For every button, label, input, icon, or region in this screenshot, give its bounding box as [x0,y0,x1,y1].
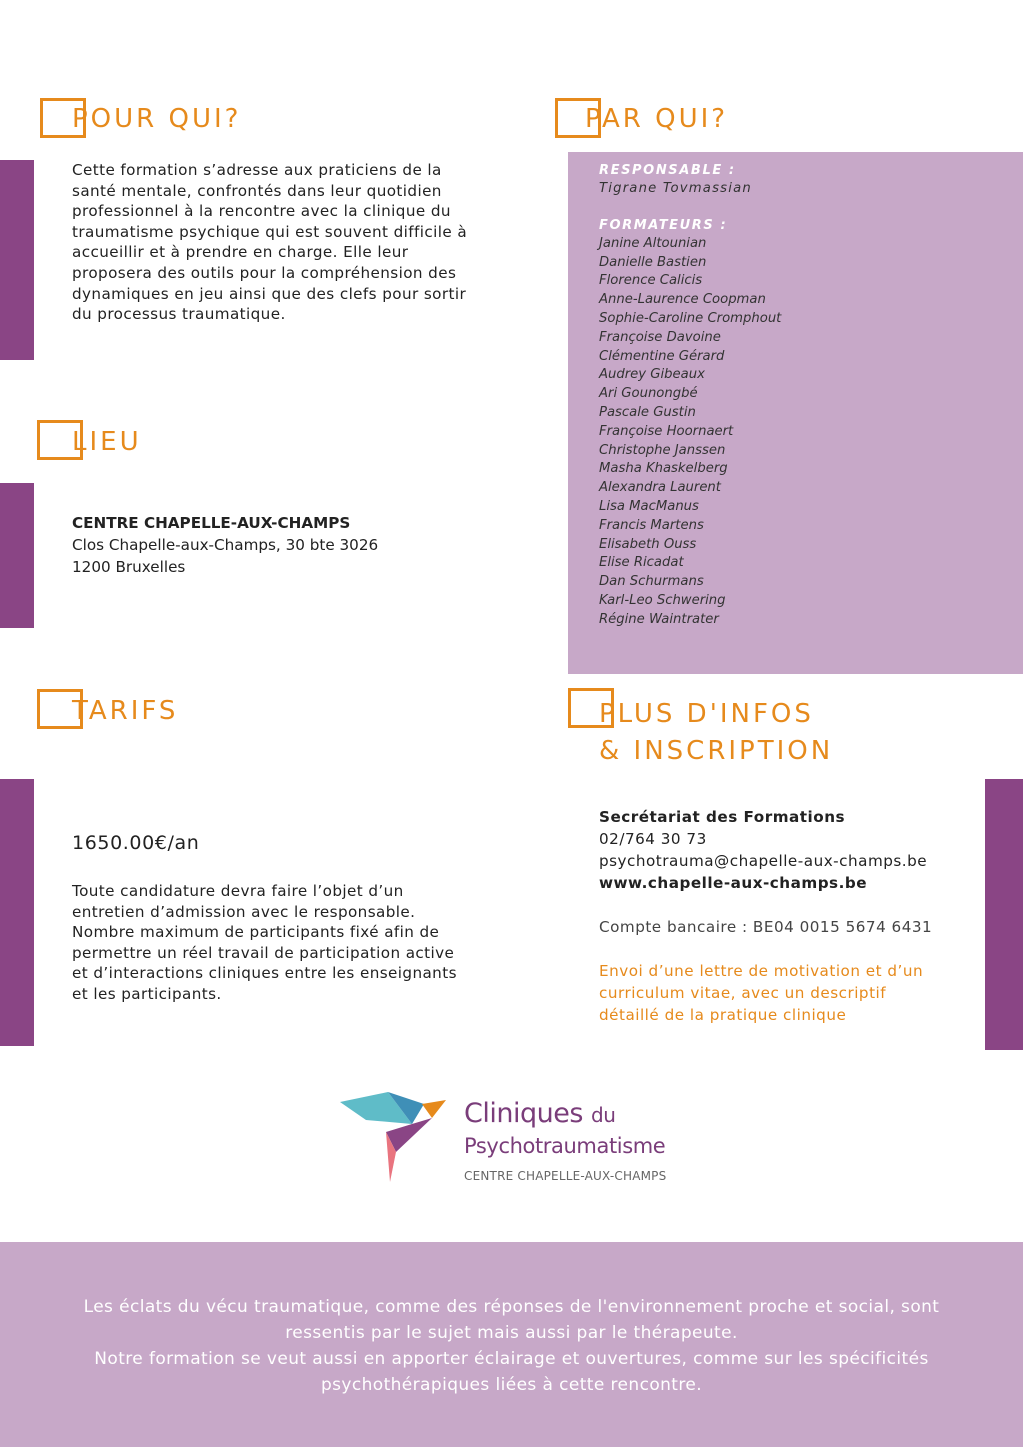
formateur-item: Danielle Bastien [599,254,707,270]
formateur-item: Françoise Davoine [599,329,721,345]
lieu-address [72,512,512,578]
lieu-address-line2: 1200 Bruxelles [72,558,186,576]
logo [340,1090,700,1190]
pour-qui-text: Cette formation s’adresse aux praticiens de la santé mentale, confrontés dans leur quotidien professionnel à la rencontre avec la clinique du traumatisme psychique qui est souvent difficile à accueillir et à prendre en charge. Elle leur proposera des outils pour la compréhension des dynamiques en jeu ainsi que des clefs pour sortir du processus traumatique. [72,161,468,324]
heading-par-qui: PAR QUI? [585,104,729,134]
heading-infos-line1: PLUS D'INFOS [599,699,814,729]
formateur-item: Régine Waintrater [599,611,719,627]
footer-line1: Les éclats du vécu traumatique, comme des réponses de l'environnement proche et social, sont ressentis par le sujet mais aussi par le thérapeute. [83,1297,940,1343]
formateur-item: Francis Martens [599,517,704,533]
decor-bar-tarifs [0,779,34,1046]
formateur-item: Clémentine Gérard [599,348,725,364]
formateur-item: Audrey Gibeaux [599,367,705,383]
website-link[interactable]: www.chapelle-aux-champs.be [599,874,868,892]
formateur-item: Karl-Leo Schwering [599,592,726,608]
formateurs-list [599,235,1009,630]
logo-line2: Psychotraumatisme [464,1134,666,1158]
formateur-item: Alexandra Laurent [599,480,721,496]
bird-logo-icon [340,1090,450,1185]
secretariat-label: Secrétariat des Formations [599,808,846,826]
formateurs-label: FORMATEURS : [599,217,728,233]
formateur-item: Françoise Hoornaert [599,423,734,439]
email-link[interactable]: psychotrauma@chapelle-aux-champs.be [599,852,928,870]
phone-number[interactable]: 02/764 30 73 [599,830,707,848]
tarifs-price: 1650.00€/an [72,832,200,854]
infos-contact [599,806,979,1026]
formateur-item: Dan Schurmans [599,574,704,590]
decor-bar-infos [985,779,1023,1050]
formateur-item: Sophie-Caroline Cromphout [599,310,782,326]
inscription-note: Envoi d’une lettre de motivation et d’un curriculum vitae, avec un descriptif détaillé de la pratique clinique [599,962,924,1024]
formateur-item: Christophe Janssen [599,442,726,458]
formateur-item: Janine Altounian [599,235,707,251]
formateur-item: Masha Khaskelberg [599,461,728,477]
lieu-address-line1: Clos Chapelle-aux-Champs, 30 bte 3026 [72,536,379,554]
heading-pour-qui: POUR QUI? [72,104,242,134]
logo-du: du [591,1103,616,1127]
logo-line3: CENTRE CHAPELLE-AUX-CHAMPS [464,1169,667,1183]
formateur-item: Florence Calicis [599,273,703,289]
formateur-item: Lisa MacManus [599,498,699,514]
responsable-name: Tigrane Tovmassian [599,181,752,196]
lieu-name: CENTRE CHAPELLE-AUX-CHAMPS [72,514,351,532]
formateur-item: Anne-Laurence Coopman [599,292,766,308]
par-qui-content [599,161,1009,630]
responsable-label: RESPONSABLE : [599,163,736,178]
heading-infos-line2: & INSCRIPTION [599,736,834,766]
logo-line1 [464,1098,615,1129]
formateur-item: Elisabeth Ouss [599,536,697,552]
heading-lieu: LIEU [72,427,142,457]
logo-cliniques: Cliniques [464,1098,583,1129]
heading-tarifs: TARIFS [72,696,179,726]
footer-banner [0,1242,1023,1447]
formateur-item: Ari Gounongbé [599,386,698,402]
formateur-item: Pascale Gustin [599,404,696,420]
tarifs-text: Toute candidature devra faire l’objet d’un entretien d’admission avec le responsable. Nombre maximum de participants fixé afin de permettre un réel travail de participation active et d’interactions cliniques entre les enseignants et les participants. [72,882,457,1003]
footer-line2: Notre formation se veut aussi en apporter éclairage et ouvertures, comme sur les spécificités psychothérapiques liées à cette rencontre. [94,1349,929,1395]
decor-bar-lieu [0,483,34,628]
bank-account: Compte bancaire : BE04 0015 5674 6431 [599,918,933,936]
formateur-item: Elise Ricadat [599,555,684,571]
decor-bar-pour-qui [0,160,34,360]
